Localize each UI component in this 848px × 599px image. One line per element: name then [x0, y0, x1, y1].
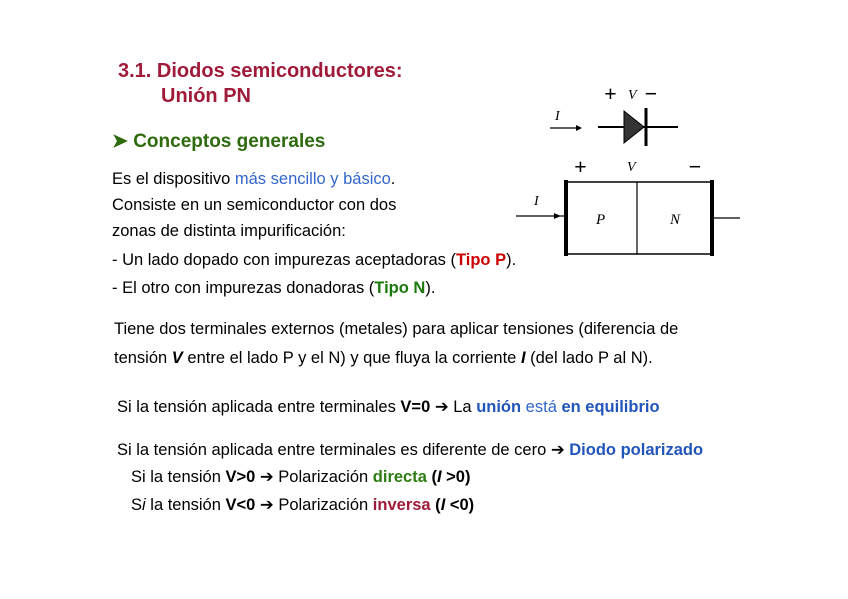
current-symbol: I: [520, 349, 526, 367]
intro-line-2: Consiste en un semiconductor con dos: [112, 196, 397, 214]
block-minus-label: −: [688, 154, 702, 179]
text: entre el lado P y el N) y que fluya la corriente: [182, 349, 521, 367]
highlight-text: Diodo polarizado: [569, 441, 704, 459]
intro-line-4: [112, 251, 516, 270]
direct-polarization-line: [131, 467, 470, 487]
text: tensión: [114, 349, 172, 367]
type-p-label: Tipo P: [455, 251, 507, 269]
pn-block: [516, 154, 740, 256]
symbol-minus-label: −: [644, 81, 658, 106]
equilibrium-line: [117, 397, 660, 417]
text: la tensión: [145, 496, 226, 514]
text: V>0: [225, 468, 256, 486]
text: - Un lado dopado con impurezas aceptadoras (: [112, 251, 456, 269]
current-symbol: I: [436, 468, 442, 486]
bullet-arrow-icon: ➤: [112, 131, 128, 152]
highlight-text: directa: [372, 468, 427, 486]
symbol-voltage-label: V: [628, 88, 637, 103]
text: >0): [441, 468, 471, 486]
text: <0): [445, 496, 475, 514]
intro-line-5: [112, 279, 435, 298]
block-voltage-label: V: [627, 160, 636, 175]
intro-line-3: zonas de distinta impurificación:: [112, 222, 346, 240]
text: V=0: [400, 398, 431, 416]
block-plus-label: +: [574, 154, 587, 179]
text: ➔ Polarización: [255, 496, 373, 514]
current-symbol: I: [440, 496, 446, 514]
symbol-current-label: I: [555, 109, 560, 124]
highlight-text: en equilibrio: [561, 398, 660, 416]
inverse-polarization-line: [131, 495, 474, 515]
terminals-line-2: [114, 349, 653, 368]
text: (del lado P al N).: [525, 349, 653, 367]
text: (: [426, 468, 437, 486]
highlight-text: inversa: [372, 496, 431, 514]
page-title-line2: Unión PN: [161, 85, 251, 107]
semiconductor-block: [566, 182, 712, 254]
terminals-line-1: Tiene dos terminales externos (metales) para aplicar tensiones (diferencia de: [114, 320, 679, 338]
current-arrow-head-icon: [576, 125, 582, 131]
symbol-plus-label: +: [604, 81, 617, 106]
voltage-symbol: V: [171, 349, 183, 367]
text: ).: [506, 251, 517, 269]
highlight-text: más sencillo y básico: [234, 170, 391, 188]
highlight-text: está: [521, 398, 562, 416]
highlight-text: unión: [476, 398, 522, 416]
section-heading: [112, 130, 325, 153]
diode-triangle-icon: [624, 111, 644, 143]
text: ).: [425, 279, 436, 297]
page-title: 3.1. Diodos semiconductores:: [118, 60, 403, 82]
region-p-label: P: [596, 212, 606, 228]
section-heading-text: Conceptos generales: [133, 131, 326, 152]
region-n-label: N: [670, 212, 681, 228]
text: S: [131, 496, 143, 514]
text: ➔ La: [430, 398, 477, 416]
intro-line-1: [112, 170, 395, 189]
text: i: [142, 496, 146, 514]
text: Si la tensión aplicada entre terminales: [117, 398, 401, 416]
type-n-label: Tipo N: [374, 279, 426, 297]
text: .: [390, 170, 396, 188]
text: Es el dispositivo: [112, 170, 235, 188]
text: Si la tensión: [131, 468, 226, 486]
pn-junction-diagram: [500, 75, 760, 265]
block-current-label: I: [534, 194, 539, 209]
polarized-line: [117, 440, 703, 460]
diode-symbol: [550, 81, 678, 146]
text: V<0: [225, 496, 256, 514]
text: (: [430, 496, 441, 514]
text: ➔ Polarización: [255, 468, 373, 486]
text: Si la tensión aplicada entre terminales es diferente de cero ➔: [117, 441, 570, 459]
text: - El otro con impurezas donadoras (: [112, 279, 375, 297]
